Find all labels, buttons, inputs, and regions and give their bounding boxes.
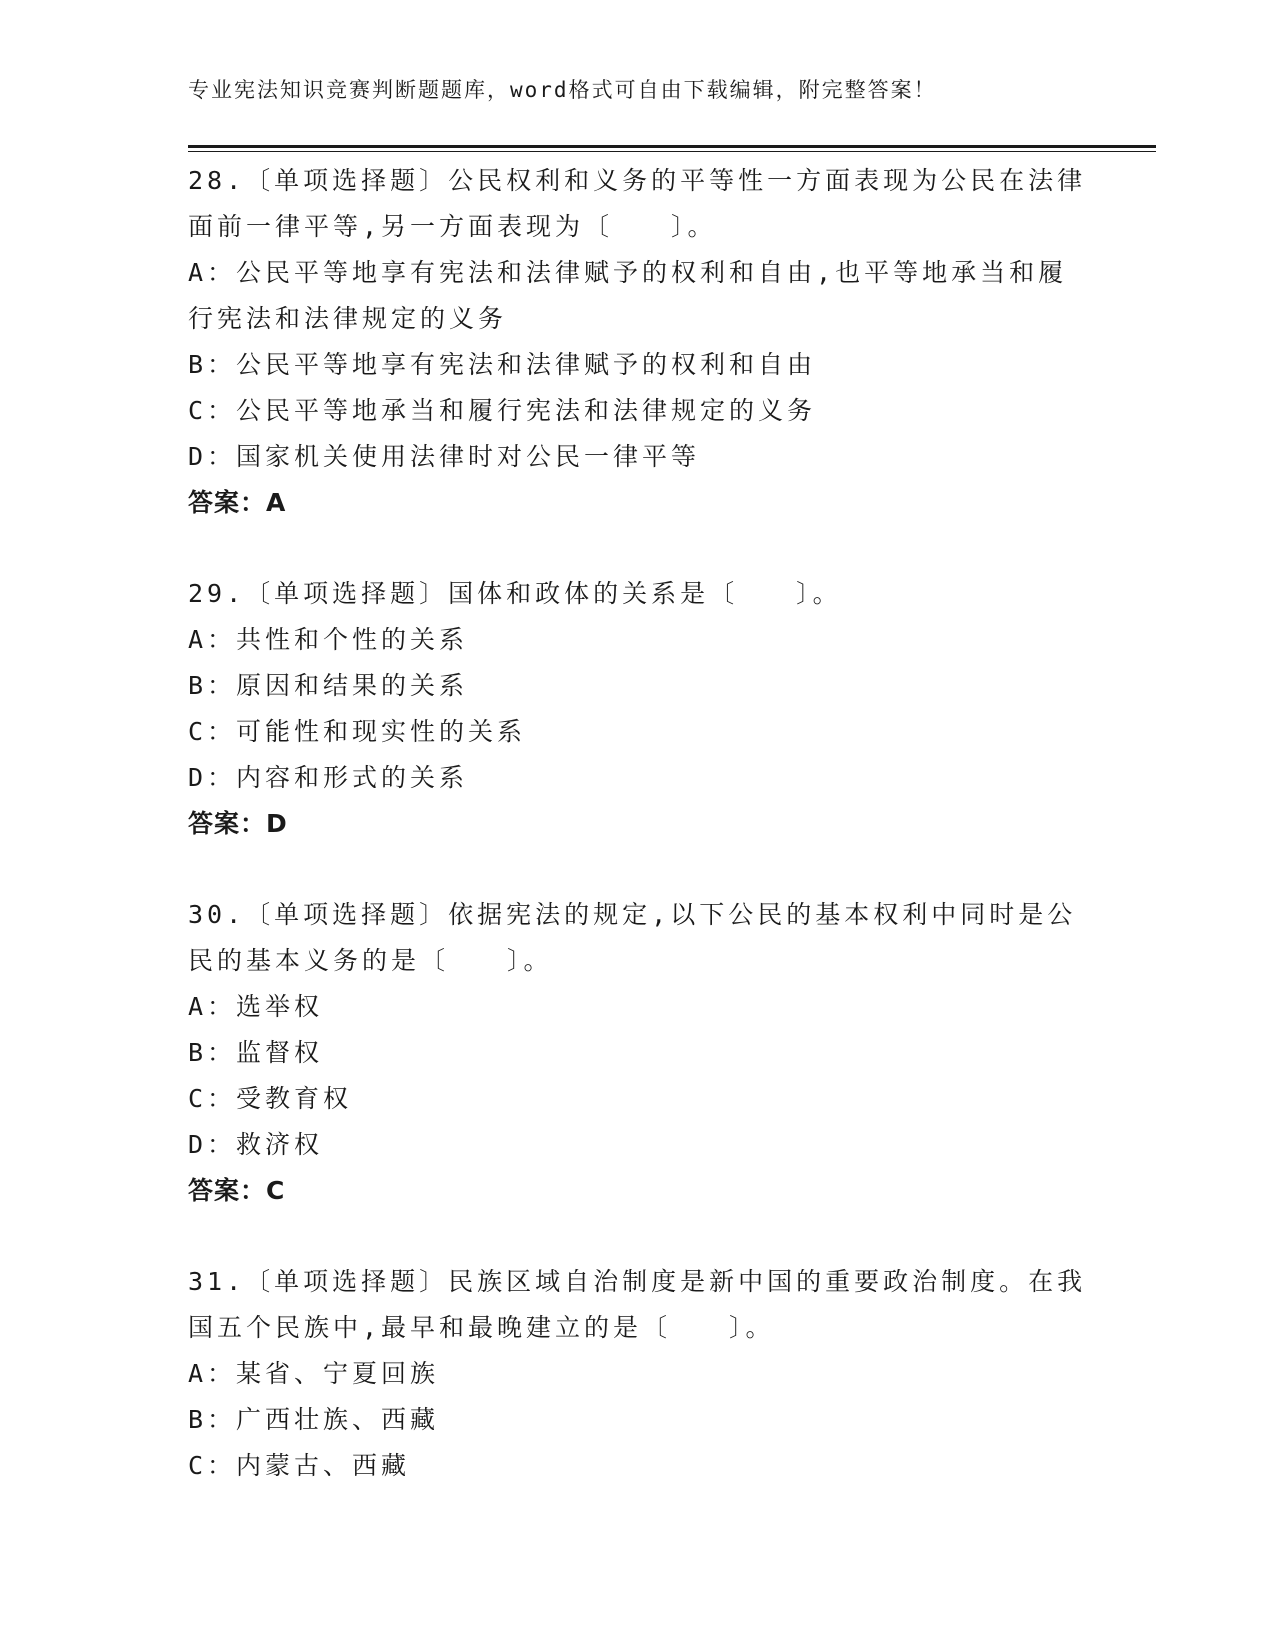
answer: 答案：A: [188, 488, 287, 517]
header-rule-thin: [188, 151, 1156, 152]
option-c: C：受教育权: [188, 1084, 353, 1113]
option-a: A：某省、宁夏回族: [188, 1359, 440, 1388]
option-d: D：内容和形式的关系: [188, 763, 469, 792]
question-stem-line: 30.〔单项选择题〕依据宪法的规定,以下公民的基本权利中同时是公: [188, 900, 1077, 929]
option-a: A：选举权: [188, 992, 324, 1021]
option-c: C：可能性和现实性的关系: [188, 717, 527, 746]
option-a: A：共性和个性的关系: [188, 625, 469, 654]
question-stem-line: 国五个民族中,最早和最晚建立的是〔 〕。: [188, 1313, 775, 1342]
question-stem-line: 民的基本义务的是〔 〕。: [188, 946, 553, 975]
answer: 答案：D: [188, 809, 288, 838]
option-a-continued: 行宪法和法律规定的义务: [188, 304, 508, 333]
option-b: B：公民平等地享有宪法和法律赋予的权利和自由: [188, 350, 817, 379]
option-d: D：国家机关使用法律时对公民一律平等: [188, 442, 701, 471]
answer: 答案：C: [188, 1176, 286, 1205]
question-stem-line: 31.〔单项选择题〕民族区域自治制度是新中国的重要政治制度。在我: [188, 1267, 1087, 1296]
option-d: D：救济权: [188, 1130, 324, 1159]
question-stem-line: 面前一律平等,另一方面表现为〔 〕。: [188, 212, 717, 241]
question-31: [188, 1259, 1088, 1489]
question-30: [188, 892, 1088, 1214]
question-stem-line: 29.〔单项选择题〕国体和政体的关系是〔 〕。: [188, 579, 842, 608]
question-28: [188, 158, 1088, 526]
page-header: 专业宪法知识竞赛判断题题库，word格式可自由下载编辑，附完整答案！: [188, 78, 937, 102]
option-b: B：广西壮族、西藏: [188, 1405, 440, 1434]
option-b: B：原因和结果的关系: [188, 671, 469, 700]
option-b: B：监督权: [188, 1038, 324, 1067]
header-rule-thick: [188, 145, 1156, 148]
question-stem-line: 28.〔单项选择题〕公民权利和义务的平等性一方面表现为公民在法律: [188, 166, 1087, 195]
option-a: A：公民平等地享有宪法和法律赋予的权利和自由,也平等地承当和履: [188, 258, 1068, 287]
option-c: C：公民平等地承当和履行宪法和法律规定的义务: [188, 396, 817, 425]
option-c: C：内蒙古、西藏: [188, 1451, 411, 1480]
question-list: [188, 158, 1088, 1534]
question-29: [188, 571, 1088, 847]
